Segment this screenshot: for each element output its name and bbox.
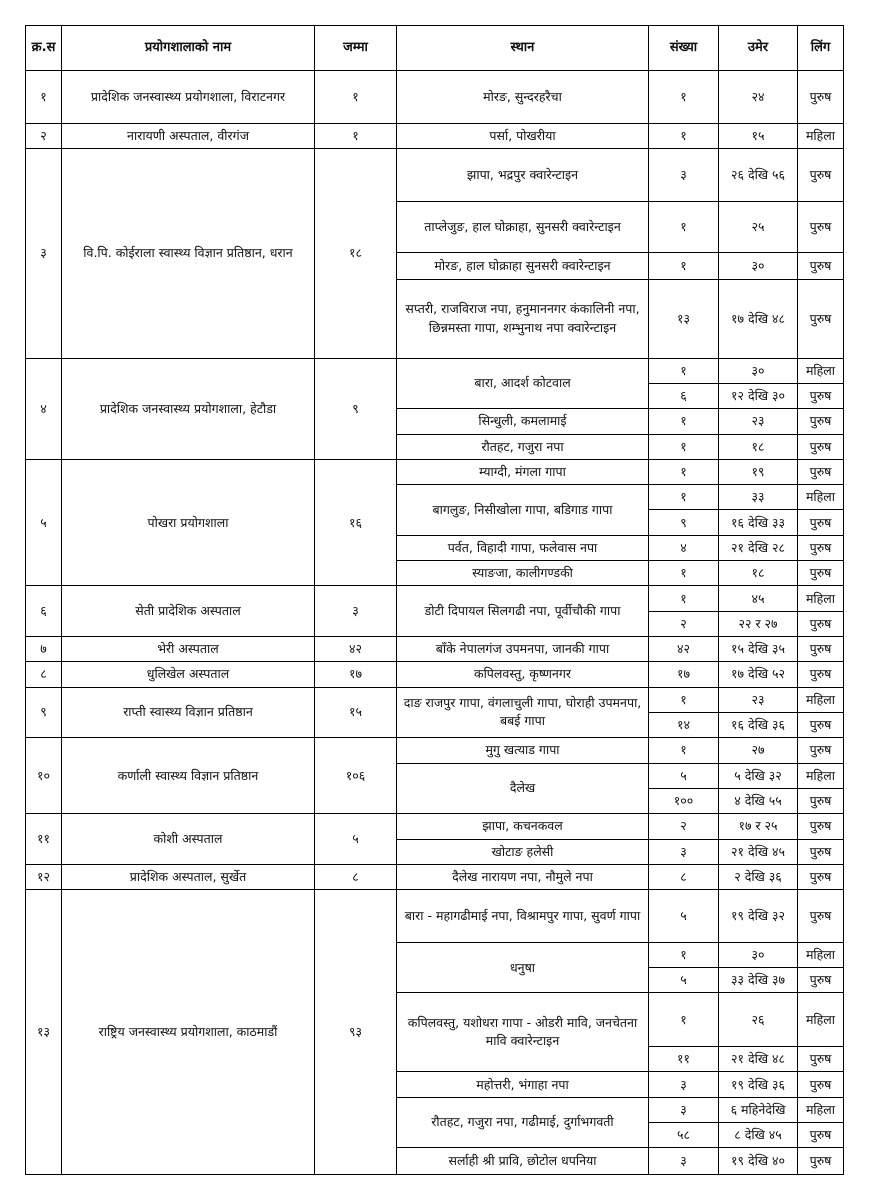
total-cell: ९३ bbox=[315, 890, 397, 1175]
place-cell: सिन्धुली, कमलामाई bbox=[397, 409, 649, 434]
count-cell: १ bbox=[649, 71, 719, 124]
age-cell: १६ देखि ३६ bbox=[719, 712, 798, 737]
count-cell: ४२ bbox=[649, 637, 719, 662]
age-cell: २५ bbox=[719, 201, 798, 253]
age-cell: २३ bbox=[719, 409, 798, 434]
place-cell: ताप्लेजुङ, हाल घोक्राहा, सुनसरी क्वारेन्टाइन bbox=[397, 201, 649, 253]
serial-number-cell: १३ bbox=[26, 890, 62, 1175]
count-cell: १ bbox=[649, 201, 719, 253]
sex-cell: पुरुष bbox=[798, 71, 844, 124]
age-cell: १९ देखि ४० bbox=[719, 1148, 798, 1175]
age-cell: १२ देखि ३० bbox=[719, 383, 798, 408]
count-cell: १ bbox=[649, 434, 719, 459]
sex-cell: पुरुष bbox=[798, 253, 844, 279]
lab-name-cell: पोखरा प्रयोगशाला bbox=[62, 459, 315, 586]
sex-cell: पुरुष bbox=[798, 814, 844, 839]
age-cell: ३३ देखि ३७ bbox=[719, 968, 798, 993]
count-cell: १४ bbox=[649, 712, 719, 737]
age-cell: २६ bbox=[719, 993, 798, 1047]
count-cell: ३ bbox=[649, 1148, 719, 1175]
place-cell: बारा, आदर्श कोटवाल bbox=[397, 358, 649, 409]
count-cell: १ bbox=[649, 358, 719, 383]
table-row bbox=[26, 637, 844, 662]
table-row bbox=[26, 123, 844, 148]
count-cell: १ bbox=[649, 687, 719, 712]
sex-cell: पुरुष bbox=[798, 637, 844, 662]
total-cell: १ bbox=[315, 123, 397, 148]
lab-name-cell: राप्ती स्वास्थ्य विज्ञान प्रतिष्ठान bbox=[62, 687, 315, 738]
sex-cell: पुरुष bbox=[798, 1047, 844, 1072]
count-cell: २ bbox=[649, 611, 719, 636]
count-cell: १०० bbox=[649, 788, 719, 813]
sex-cell: पुरुष bbox=[798, 968, 844, 993]
place-cell: पर्सा, पोखरीया bbox=[397, 123, 649, 148]
age-cell: ३० bbox=[719, 253, 798, 279]
table-row bbox=[26, 814, 844, 839]
place-cell: मुगु खत्याड गापा bbox=[397, 738, 649, 763]
sex-cell: पुरुष bbox=[798, 1123, 844, 1148]
sex-cell: पुरुष bbox=[798, 459, 844, 484]
sex-cell: पुरुष bbox=[798, 738, 844, 763]
serial-number-cell: १० bbox=[26, 738, 62, 814]
place-cell: स्याङजा, कालीगण्डकी bbox=[397, 561, 649, 586]
place-cell: रौतहट, गजुरा नपा bbox=[397, 434, 649, 459]
lab-name-cell: भेरी अस्पताल bbox=[62, 637, 315, 662]
count-cell: ६ bbox=[649, 383, 719, 408]
lab-name-cell: वि.पि. कोईराला स्वास्थ्य विज्ञान प्रतिष्ठान, धरान bbox=[62, 148, 315, 358]
serial-number-cell: ४ bbox=[26, 358, 62, 459]
serial-number-cell: ५ bbox=[26, 459, 62, 586]
sex-cell: महिला bbox=[798, 687, 844, 712]
lab-name-cell: नारायणी अस्पताल, वीरगंज bbox=[62, 123, 315, 148]
age-cell: १८ bbox=[719, 561, 798, 586]
header-place: स्थान bbox=[397, 26, 649, 71]
count-cell: १ bbox=[649, 409, 719, 434]
age-cell: १५ bbox=[719, 123, 798, 148]
place-cell: म्याग्दी, मंगला गापा bbox=[397, 459, 649, 484]
total-cell: ९ bbox=[315, 358, 397, 459]
place-cell: महोत्तरी, भंगाहा नपा bbox=[397, 1072, 649, 1097]
count-cell: १ bbox=[649, 738, 719, 763]
sex-cell: महिला bbox=[798, 485, 844, 510]
table-row bbox=[26, 687, 844, 712]
serial-number-cell: २ bbox=[26, 123, 62, 148]
age-cell: २४ bbox=[719, 71, 798, 124]
place-cell: मोरङ, हाल घोक्राहा सुनसरी क्वारेन्टाइन bbox=[397, 253, 649, 279]
sex-cell: पुरुष bbox=[798, 1148, 844, 1175]
lab-name-cell: कर्णाली स्वास्थ्य विज्ञान प्रतिष्ठान bbox=[62, 738, 315, 814]
place-cell: धनुषा bbox=[397, 942, 649, 993]
lab-name-cell: प्रादेशिक जनस्वास्थ्य प्रयोगशाला, विराटनगर bbox=[62, 71, 315, 124]
age-cell: ४ देखि ५५ bbox=[719, 788, 798, 813]
sex-cell: पुरुष bbox=[798, 890, 844, 943]
total-cell: १७ bbox=[315, 662, 397, 687]
table-row bbox=[26, 358, 844, 383]
age-cell: २ देखि ३६ bbox=[719, 864, 798, 889]
table-row bbox=[26, 459, 844, 484]
age-cell: २६ देखि ५६ bbox=[719, 148, 798, 201]
table-row bbox=[26, 662, 844, 687]
sex-cell: महिला bbox=[798, 763, 844, 788]
age-cell: ८ देखि ४५ bbox=[719, 1123, 798, 1148]
age-cell: २१ देखि २८ bbox=[719, 535, 798, 560]
age-cell: ३० bbox=[719, 942, 798, 967]
age-cell: ३० bbox=[719, 358, 798, 383]
age-cell: ५ देखि ३२ bbox=[719, 763, 798, 788]
total-cell: ५ bbox=[315, 814, 397, 865]
serial-number-cell: ११ bbox=[26, 814, 62, 865]
age-cell: २३ bbox=[719, 687, 798, 712]
total-cell: ३ bbox=[315, 586, 397, 637]
place-cell: बाँके नेपालगंज उपमनपा, जानकी गापा bbox=[397, 637, 649, 662]
count-cell: ४ bbox=[649, 535, 719, 560]
age-cell: १९ देखि ३६ bbox=[719, 1072, 798, 1097]
serial-number-cell: ६ bbox=[26, 586, 62, 637]
sex-cell: पुरुष bbox=[798, 535, 844, 560]
age-cell: १७ र २५ bbox=[719, 814, 798, 839]
lab-name-cell: सेती प्रादेशिक अस्पताल bbox=[62, 586, 315, 637]
age-cell: २१ देखि ४८ bbox=[719, 1047, 798, 1072]
age-cell: १७ देखि ५२ bbox=[719, 662, 798, 687]
age-cell: १९ bbox=[719, 459, 798, 484]
count-cell: ५ bbox=[649, 968, 719, 993]
age-cell: २७ bbox=[719, 738, 798, 763]
sex-cell: पुरुष bbox=[798, 788, 844, 813]
table-row bbox=[26, 738, 844, 763]
age-cell: १७ देखि ४८ bbox=[719, 279, 798, 358]
age-cell: ३३ bbox=[719, 485, 798, 510]
lab-name-cell: धुलिखेल अस्पताल bbox=[62, 662, 315, 687]
place-cell: पर्वत, विहादी गापा, फलेवास नपा bbox=[397, 535, 649, 560]
age-cell: १६ देखि ३३ bbox=[719, 510, 798, 535]
table-row bbox=[26, 148, 844, 201]
covid-cases-table bbox=[25, 25, 844, 1175]
serial-number-cell: १ bbox=[26, 71, 62, 124]
sex-cell: पुरुष bbox=[798, 409, 844, 434]
lab-name-cell: प्रादेशिक अस्पताल, सुर्खेत bbox=[62, 864, 315, 889]
count-cell: १ bbox=[649, 123, 719, 148]
place-cell: खोटाङ हलेसी bbox=[397, 839, 649, 864]
sex-cell: पुरुष bbox=[798, 201, 844, 253]
place-cell: रौतहट, गजुरा नपा, गढीमाई, दुर्गाभगवती bbox=[397, 1097, 649, 1148]
sex-cell: पुरुष bbox=[798, 662, 844, 687]
total-cell: १०६ bbox=[315, 738, 397, 814]
sex-cell: पुरुष bbox=[798, 279, 844, 358]
sex-cell: महिला bbox=[798, 358, 844, 383]
count-cell: ३ bbox=[649, 1072, 719, 1097]
table-row bbox=[26, 890, 844, 943]
serial-number-cell: ७ bbox=[26, 637, 62, 662]
total-cell: १ bbox=[315, 71, 397, 124]
sex-cell: महिला bbox=[798, 1097, 844, 1122]
place-cell: दैलेख bbox=[397, 763, 649, 814]
count-cell: १ bbox=[649, 561, 719, 586]
total-cell: १५ bbox=[315, 687, 397, 738]
header-sex: लिंग bbox=[798, 26, 844, 71]
age-cell: १९ देखि ३२ bbox=[719, 890, 798, 943]
total-cell: ८ bbox=[315, 864, 397, 889]
place-cell: बारा - महागढीमाई नपा, विश्रामपुर गापा, सुवर्ण गापा bbox=[397, 890, 649, 943]
place-cell: डोटी दिपायल सिलगढी नपा, पूर्वीचौकी गापा bbox=[397, 586, 649, 637]
header-row bbox=[26, 26, 844, 71]
header-total: जम्मा bbox=[315, 26, 397, 71]
table-row bbox=[26, 71, 844, 124]
place-cell: बागलुङ, निसीखोला गापा, बडिगाड गापा bbox=[397, 485, 649, 536]
header-count: संख्या bbox=[649, 26, 719, 71]
count-cell: १७ bbox=[649, 662, 719, 687]
count-cell: १ bbox=[649, 586, 719, 611]
sex-cell: महिला bbox=[798, 123, 844, 148]
age-cell: १५ देखि ३५ bbox=[719, 637, 798, 662]
count-cell: १ bbox=[649, 253, 719, 279]
place-cell: दैलेख नारायण नपा, नौमुले नपा bbox=[397, 864, 649, 889]
age-cell: ४५ bbox=[719, 586, 798, 611]
count-cell: १३ bbox=[649, 279, 719, 358]
age-cell: ६ महिनेदेखि bbox=[719, 1097, 798, 1122]
place-cell: झापा, कचनकवल bbox=[397, 814, 649, 839]
count-cell: २ bbox=[649, 814, 719, 839]
sex-cell: पुरुष bbox=[798, 712, 844, 737]
place-cell: सर्लाही श्री प्रावि, छोटोल धपनिया bbox=[397, 1148, 649, 1175]
place-cell: दाङ राजपुर गापा, वंगलाचुली गापा, घोराही उपमनपा, बबई गापा bbox=[397, 687, 649, 738]
table-row bbox=[26, 586, 844, 611]
count-cell: १ bbox=[649, 485, 719, 510]
count-cell: १ bbox=[649, 459, 719, 484]
age-cell: १८ bbox=[719, 434, 798, 459]
sex-cell: पुरुष bbox=[798, 839, 844, 864]
header-serial-number: क्र.स bbox=[26, 26, 62, 71]
sex-cell: पुरुष bbox=[798, 434, 844, 459]
count-cell: ५८ bbox=[649, 1123, 719, 1148]
place-cell: मोरङ, सुन्दरहरैचा bbox=[397, 71, 649, 124]
total-cell: १६ bbox=[315, 459, 397, 586]
header-age: उमेर bbox=[719, 26, 798, 71]
serial-number-cell: १२ bbox=[26, 864, 62, 889]
count-cell: ३ bbox=[649, 148, 719, 201]
count-cell: ११ bbox=[649, 1047, 719, 1072]
count-cell: १ bbox=[649, 942, 719, 967]
count-cell: ५ bbox=[649, 763, 719, 788]
count-cell: ९ bbox=[649, 510, 719, 535]
lab-name-cell: राष्ट्रिय जनस्वास्थ्य प्रयोगशाला, काठमाडौं bbox=[62, 890, 315, 1175]
sex-cell: पुरुष bbox=[798, 864, 844, 889]
sex-cell: पुरुष bbox=[798, 148, 844, 201]
total-cell: १८ bbox=[315, 148, 397, 358]
place-cell: कपिलवस्तु, कृष्णनगर bbox=[397, 662, 649, 687]
sex-cell: महिला bbox=[798, 942, 844, 967]
total-cell: ४२ bbox=[315, 637, 397, 662]
place-cell: कपिलवस्तु, यशोधरा गापा - ओडरी मावि, जनचेतना मावि क्वारेन्टाइन bbox=[397, 993, 649, 1072]
age-cell: २२ र २७ bbox=[719, 611, 798, 636]
sex-cell: महिला bbox=[798, 993, 844, 1047]
sex-cell: महिला bbox=[798, 586, 844, 611]
serial-number-cell: ३ bbox=[26, 148, 62, 358]
lab-name-cell: प्रादेशिक जनस्वास्थ्य प्रयोगशाला, हेटौडा bbox=[62, 358, 315, 459]
sex-cell: पुरुष bbox=[798, 383, 844, 408]
count-cell: ८ bbox=[649, 864, 719, 889]
sex-cell: पुरुष bbox=[798, 510, 844, 535]
sex-cell: पुरुष bbox=[798, 561, 844, 586]
header-lab-name: प्रयोगशालाको नाम bbox=[62, 26, 315, 71]
place-cell: झापा, भद्रपुर क्वारेन्टाइन bbox=[397, 148, 649, 201]
count-cell: ३ bbox=[649, 1097, 719, 1122]
count-cell: १ bbox=[649, 993, 719, 1047]
lab-name-cell: कोशी अस्पताल bbox=[62, 814, 315, 865]
sex-cell: पुरुष bbox=[798, 611, 844, 636]
table-body bbox=[26, 71, 844, 1175]
count-cell: ५ bbox=[649, 890, 719, 943]
age-cell: २१ देखि ४५ bbox=[719, 839, 798, 864]
table-row bbox=[26, 864, 844, 889]
place-cell: सप्तरी, राजविराज नपा, हनुमाननगर कंकालिनी नपा, छिन्नमस्ता गापा, शम्भुनाथ नपा क्वारेन्टाइन bbox=[397, 279, 649, 358]
sex-cell: पुरुष bbox=[798, 1072, 844, 1097]
count-cell: ३ bbox=[649, 839, 719, 864]
serial-number-cell: ९ bbox=[26, 687, 62, 738]
serial-number-cell: ८ bbox=[26, 662, 62, 687]
